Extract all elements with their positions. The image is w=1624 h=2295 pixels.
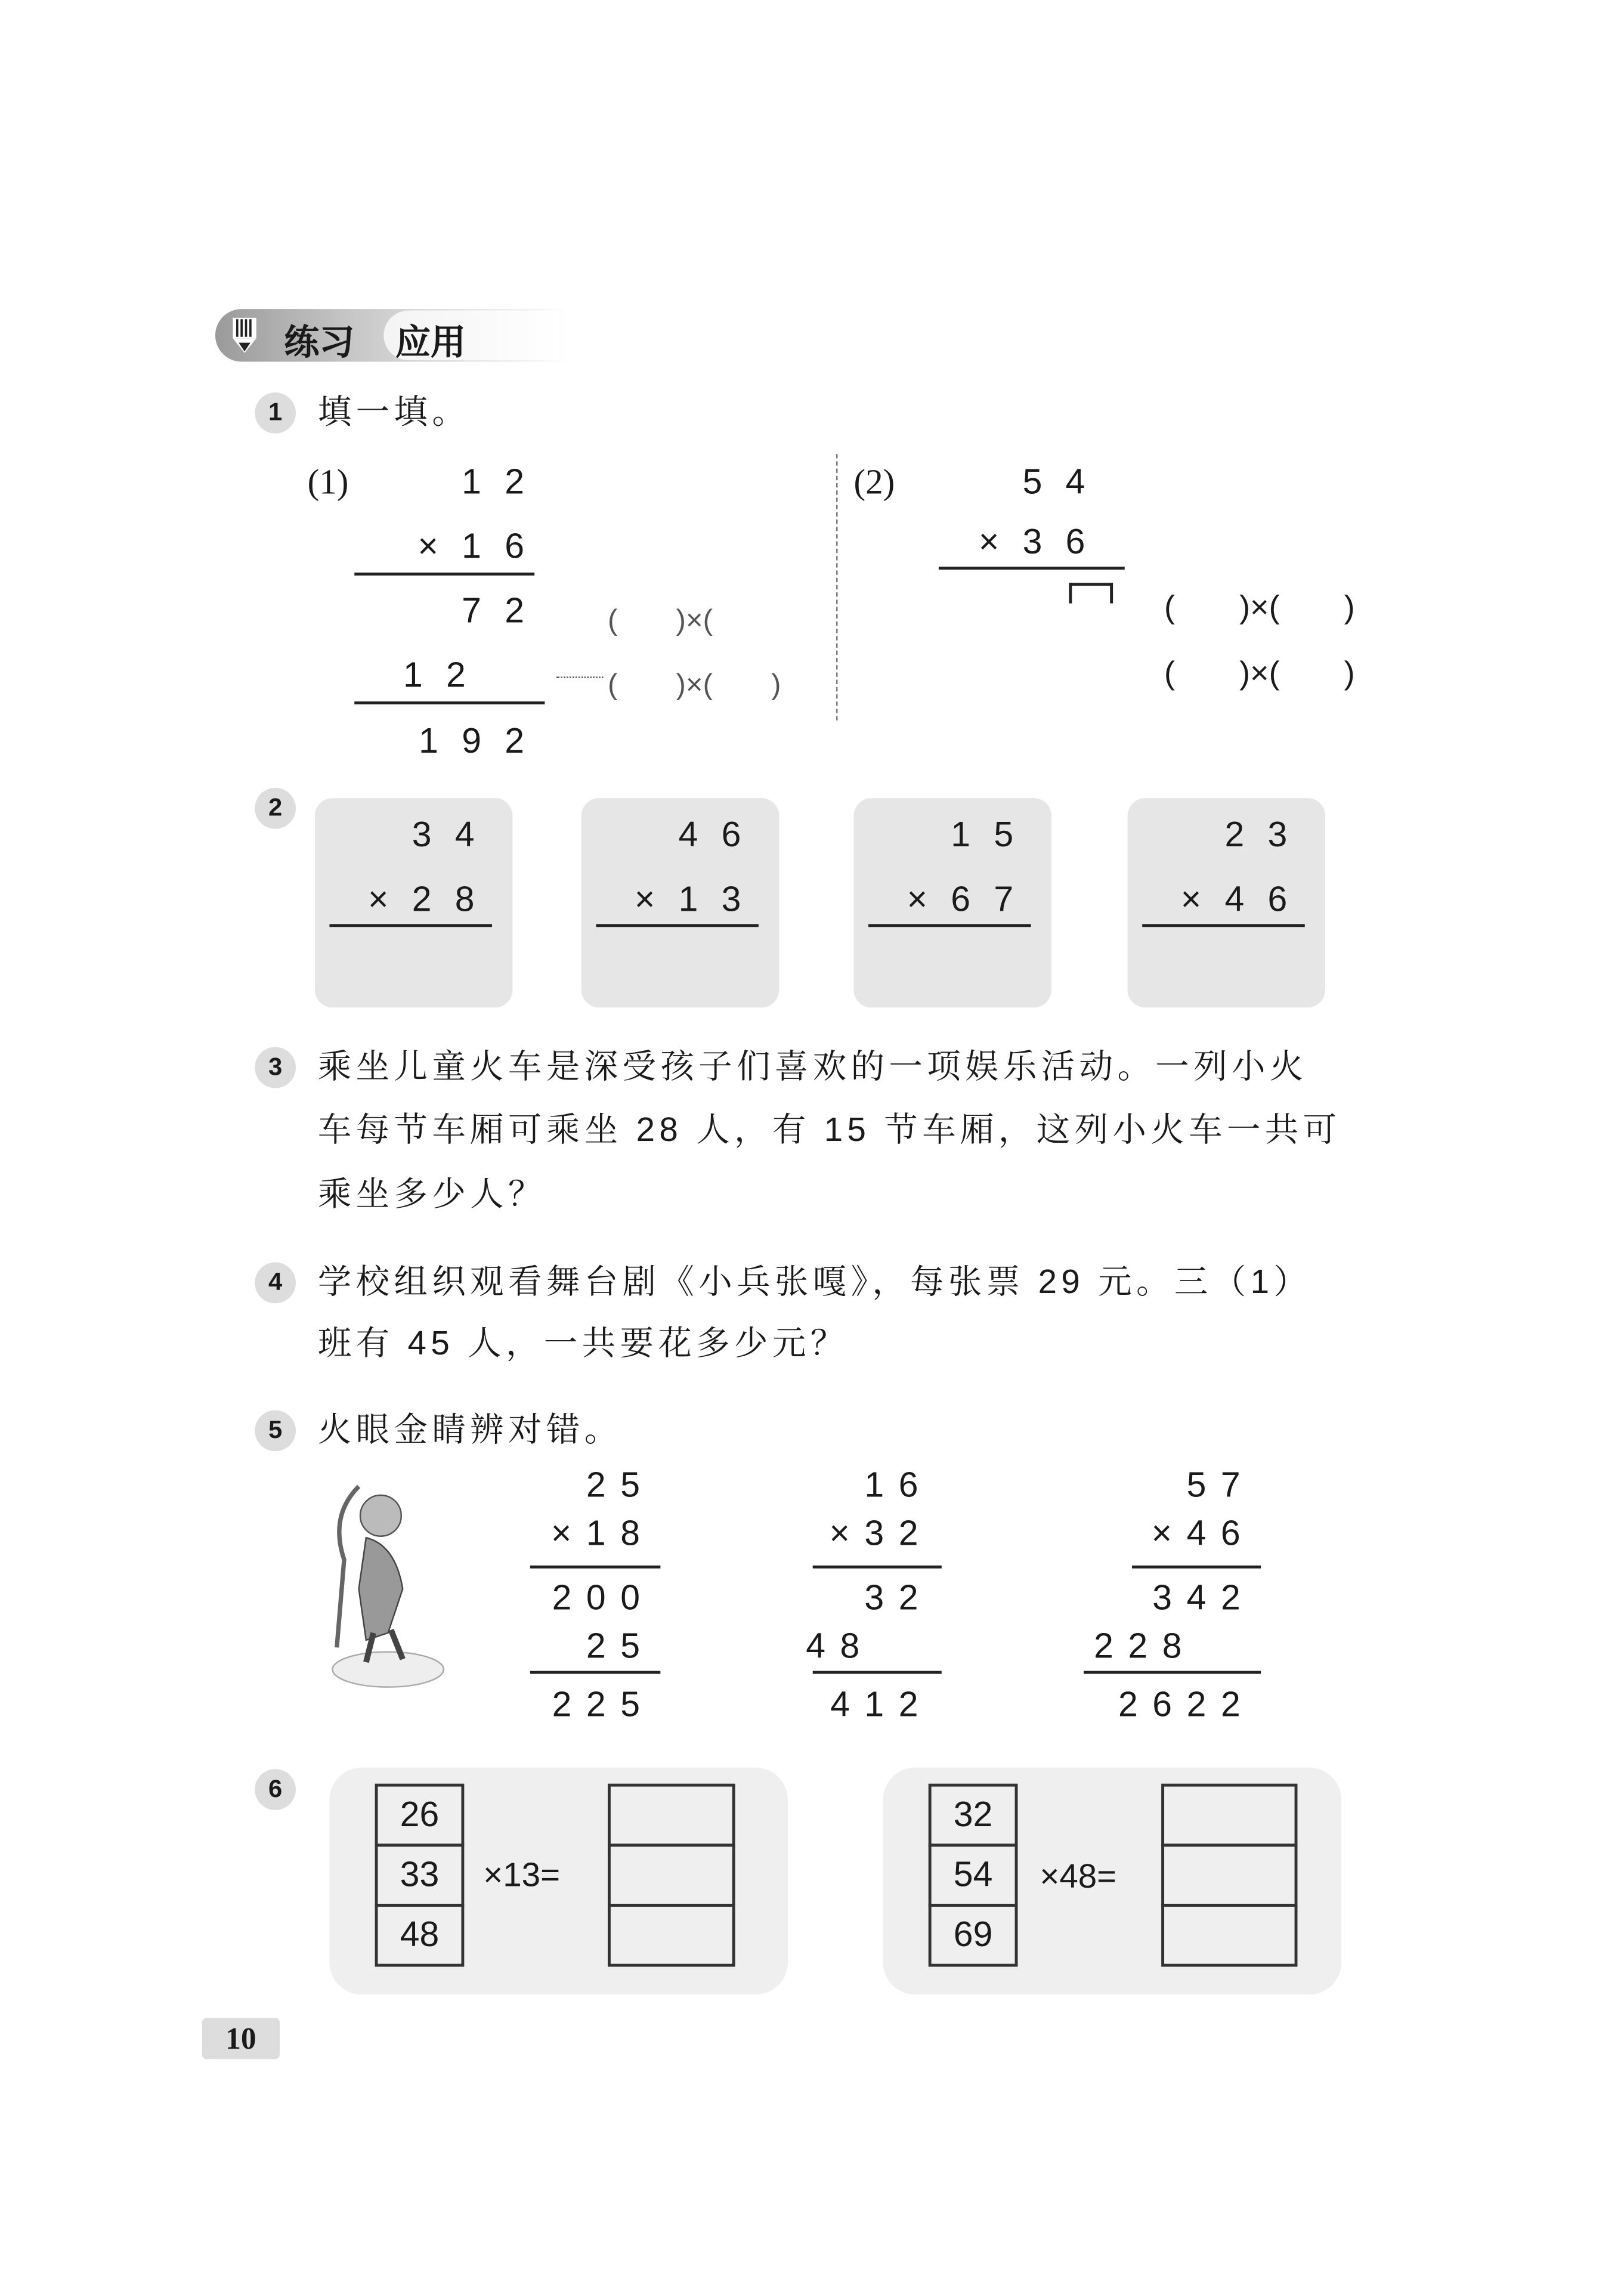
- q1-sub1-multiplicand: 12: [462, 462, 548, 503]
- question-number-5: 5: [255, 1411, 296, 1452]
- q4-line-2: 班有 45 人，一共要花多少元？: [317, 1323, 849, 1362]
- q2-top: 15: [951, 815, 1037, 855]
- header-title-apply: 应用: [395, 323, 466, 363]
- q3-line-2: 车每节车厢可乘坐 28 人，有 15 节车厢，这列小火车一共可: [317, 1110, 1341, 1149]
- q2-bottom: ×13: [634, 880, 765, 920]
- calc-line: [813, 1566, 942, 1569]
- q1-sub2-blank2[interactable]: ( )×( ): [1164, 654, 1355, 691]
- calc-multiplier: ×32: [829, 1514, 933, 1554]
- calc-partial-2: 48: [806, 1626, 874, 1667]
- q1-sub2-blank1[interactable]: ( )×( ): [1164, 589, 1355, 626]
- q2-problem-card[interactable]: [853, 798, 1051, 1007]
- calc-partial-1: 32: [864, 1578, 933, 1619]
- value-cell: 26: [375, 1784, 465, 1847]
- calc-line: [813, 1671, 942, 1674]
- calc-multiplier: ×46: [1151, 1514, 1255, 1554]
- answer-cell[interactable]: [608, 1784, 735, 1847]
- calc-partial-1: 342: [1152, 1578, 1255, 1619]
- calc-multiplicand: 25: [586, 1465, 655, 1506]
- calc-multiplicand: 16: [864, 1465, 933, 1506]
- q2-problem-card[interactable]: [581, 798, 779, 1007]
- q2-problem-card[interactable]: [1128, 798, 1325, 1007]
- monkey-king-illustration: [315, 1472, 454, 1691]
- q1-sub2-answer-bracket: [1069, 583, 1113, 603]
- calc-multiplier: ×18: [550, 1514, 655, 1554]
- q2-line: [596, 924, 759, 927]
- q6-group-1: [329, 1768, 788, 1995]
- q1-sub1-dotted-leader: [556, 676, 604, 678]
- q1-sub1-partial2: 12: [403, 656, 490, 696]
- q1-sub2-multiplicand: 54: [1022, 462, 1109, 503]
- q2-line: [868, 924, 1031, 927]
- question-number-2: 2: [255, 788, 296, 829]
- q1-sub1-multiplier: ×16: [417, 527, 548, 567]
- q4-line-1: 学校组织观看舞台剧《小兵张嘎》，每张票 29 元。三（1）: [317, 1262, 1312, 1301]
- pencil-icon: [230, 316, 259, 354]
- q2-line: [329, 924, 492, 927]
- question-number-4: 4: [255, 1263, 296, 1304]
- q1-sub1-blank1: ( )×(: [607, 605, 713, 638]
- answer-cell[interactable]: [1161, 1784, 1297, 1847]
- question-number-1: 1: [255, 392, 296, 434]
- q1-sub1-blank2: ( )×( ): [607, 669, 781, 702]
- calc-line: [1084, 1671, 1261, 1674]
- value-cell: 48: [375, 1904, 465, 1967]
- divider-dashed: [836, 454, 837, 720]
- calc-result: 2622: [1118, 1685, 1255, 1725]
- q1-sub1-line1: [354, 573, 534, 576]
- q2-top: 34: [412, 815, 498, 855]
- q2-bottom: ×28: [367, 880, 498, 920]
- answer-cell[interactable]: [608, 1844, 735, 1907]
- page-number: 10: [202, 2018, 280, 2059]
- q1-prompt: 填一填。: [317, 392, 471, 431]
- calc-result: 412: [830, 1685, 933, 1725]
- question-number-3: 3: [255, 1047, 296, 1088]
- q5-prompt: 火眼金睛辨对错。: [317, 1410, 623, 1449]
- q2-top: 46: [678, 815, 765, 855]
- calc-result: 225: [552, 1685, 655, 1725]
- operator-label: ×48=: [1040, 1857, 1117, 1895]
- value-cell: 33: [375, 1844, 465, 1907]
- q2-bottom: ×67: [907, 880, 1037, 920]
- section-header: [215, 309, 567, 361]
- calc-line: [530, 1671, 661, 1674]
- q3-line-1: 乘坐儿童火车是深受孩子们喜欢的一项娱乐活动。一列小火: [317, 1047, 1308, 1085]
- q1-sub1-result: 192: [419, 722, 548, 762]
- operator-label: ×13=: [483, 1855, 561, 1894]
- q1-sub2-label: (2): [853, 464, 895, 503]
- question-number-6: 6: [255, 1769, 296, 1810]
- q2-top: 23: [1224, 815, 1311, 855]
- answer-cell[interactable]: [1161, 1844, 1297, 1907]
- calc-line: [1132, 1566, 1261, 1569]
- value-cell: 54: [929, 1844, 1018, 1907]
- q1-sub2-line: [939, 567, 1125, 570]
- calc-line: [530, 1566, 661, 1569]
- q2-line: [1142, 924, 1305, 927]
- q1-sub2-multiplier: ×36: [978, 522, 1109, 562]
- calc-partial-1: 200: [552, 1578, 655, 1619]
- answer-cell[interactable]: [1161, 1904, 1297, 1967]
- value-cell: 69: [929, 1904, 1018, 1967]
- q2-problem-card[interactable]: [315, 798, 512, 1007]
- q3-line-3: 乘坐多少人？: [317, 1174, 546, 1213]
- q2-bottom: ×46: [1180, 880, 1311, 920]
- q1-sub1-partial1: 72: [462, 591, 548, 632]
- calc-partial-2: 25: [586, 1626, 655, 1667]
- q1-sub1-label: (1): [307, 464, 349, 503]
- value-cell: 32: [929, 1784, 1018, 1847]
- q1-sub1-line2: [354, 701, 545, 704]
- header-title-practice: 练习: [284, 323, 355, 363]
- calc-multiplicand: 57: [1186, 1465, 1255, 1506]
- q6-group-2: [883, 1768, 1342, 1995]
- calc-partial-2: 228: [1094, 1626, 1197, 1667]
- answer-cell[interactable]: [608, 1904, 735, 1967]
